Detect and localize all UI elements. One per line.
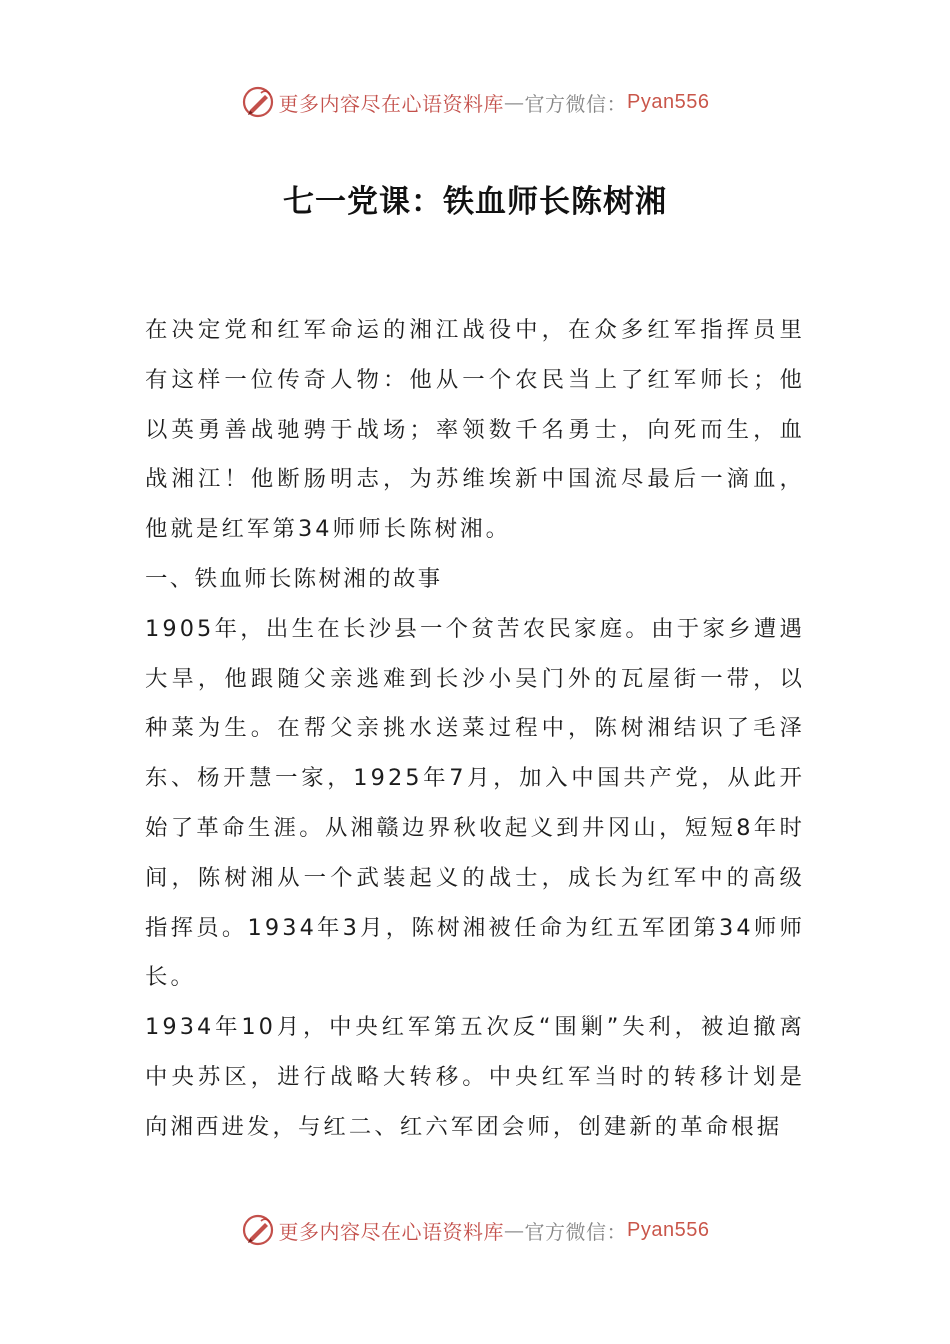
section-heading: 一、铁血师长陈树湘的故事 xyxy=(145,565,443,592)
watermark-wechat-label: 官方微信： xyxy=(524,1219,628,1244)
watermark-main-text: 更多内容尽在心语资料库 xyxy=(278,1219,505,1244)
pen-logo-icon xyxy=(241,85,275,119)
story-paragraph-2: 1934年10月，中央红军第五次反“围剿”失利，被迫撤离中央苏区，进行战略大转移。中央红军当时的转移计划是向湘西进发，与红二、红六军团会师，创建新的革命根据 xyxy=(145,1014,805,1140)
watermark-wechat-id: Pyan556 xyxy=(627,1218,710,1241)
document-body xyxy=(145,306,805,1153)
watermark-dash: — xyxy=(504,90,525,114)
watermark-dash: — xyxy=(504,1218,525,1242)
pen-logo-icon xyxy=(241,1213,275,1247)
watermark-wechat-id: Pyan556 xyxy=(627,90,710,113)
header-watermark xyxy=(0,82,950,122)
story-paragraph-1: 1905年，出生在长沙县一个贫苦农民家庭。由于家乡遭遇大旱，他跟随父亲逃难到长沙小吴门外的瓦屋街一带，以种菜为生。在帮父亲挑水送菜过程中，陈树湘结识了毛泽东、杨开慧一家，1925年7月，加入中国共产党，从此开始了革命生涯。从湘赣边界秋收起义到井冈山，短短8年时间，陈树湘从一个武装起义的战士，成长为红军中的高级指挥员。1934年3月，陈树湘被任命为红五军团第34师师长。 xyxy=(145,615,805,991)
intro-paragraph: 在决定党和红军命运的湘江战役中，在众多红军指挥员里有这样一位传奇人物：他从一个农民当上了红军师长；他以英勇善战驰骋于战场；率领数千名勇士，向死而生，血战湘江！他断肠明志，为苏维埃新中国流尽最后一滴血，他就是红军第34师师长陈树湘。 xyxy=(145,317,805,543)
watermark-main-text: 更多内容尽在心语资料库 xyxy=(278,91,505,116)
footer-watermark xyxy=(0,1210,950,1250)
watermark-wechat-label: 官方微信： xyxy=(524,91,628,116)
document-title: 七一党课：铁血师长陈树湘 xyxy=(283,184,667,220)
